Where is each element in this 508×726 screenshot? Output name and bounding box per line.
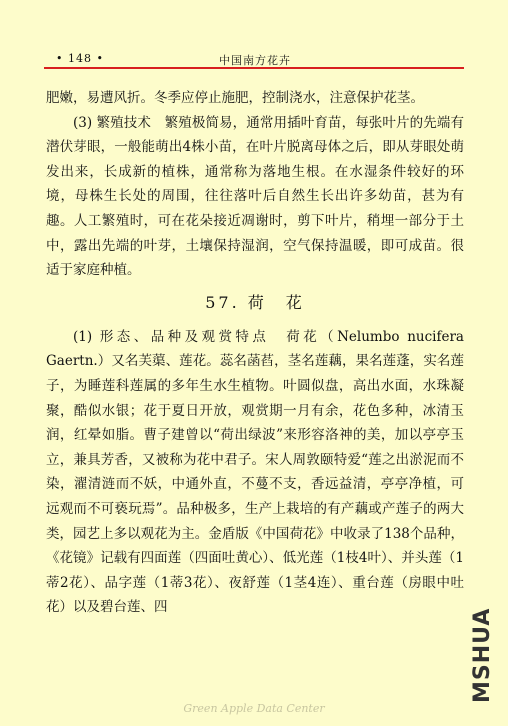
page-number: • 148 • (56, 52, 104, 65)
paragraph-lotus-morphology: (1) 形态、品种及观赏特点 荷花（Nelumbo nucifera Gaertn.）又名芙蕖、莲花。蕊名菡萏，茎名莲藕，果名莲蓬，实名莲子，为睡莲科莲属的多年生水生植物。叶圆似盘，高出水面，水珠凝聚，酷似水银；花于夏日开放，观赏期一月有余，花色多种，冰清玉润，红晕如脂。曹子建曾以“荷出绿波”来形容洛神的美，加以亭亭玉立，兼具芳香，又被称为花中君子。宋人周敦颐特爱“莲之出淤泥而不染，濯清涟而不妖，中通外直，不蔓不支，香远益清，亭亭净植，可远观而不可亵玩焉”。品种极多，生产上栽培的有产藕或产莲子的两大类，园艺上多以观花为主。金盾版《中国荷花》中收录了138个品种，《花镜》记载有四面莲（四面吐黄心）、低光莲（1枝4叶）、并头莲（1蒂2花）、品字莲（1蒂3花）、夜舒莲（1茎4连）、重台莲（房眼中吐花）以及碧台莲、四 (46, 328, 464, 616)
section-heading: 57. 荷 花 (205, 292, 305, 312)
side-watermark: MSHUA (470, 607, 495, 703)
watermark: Green Apple Data Center (183, 702, 325, 715)
paragraph-propagation: (3) 繁殖技术 繁殖极简易，通常用插叶育苗，每张叶片的先端有潜伏芽眼，一般能萌出4株小苗，在叶片脱离母体之后，即从芽眼处萌发出来，长成新的植株，通常称为落地生根。在水湿条件较好的环境，母株生长处的周围，往往落叶后自然生长出许多幼苗，甚为有趣。人工繁殖时，可在花朵接近凋谢时，剪下叶片，稍埋一部分于土中，露出先端的叶芽，土壤保持湿润，空气保持温暖，即可成苗。很适于家庭种植。 (46, 114, 464, 279)
paragraph-continuation: 肥嫩，易遭风折。冬季应停止施肥，控制浇水，注意保护花茎。 (46, 90, 424, 106)
book-title: 中国南方花卉 (219, 54, 291, 67)
running-header (46, 52, 464, 68)
page-body (46, 86, 464, 620)
header-rule (44, 67, 464, 69)
